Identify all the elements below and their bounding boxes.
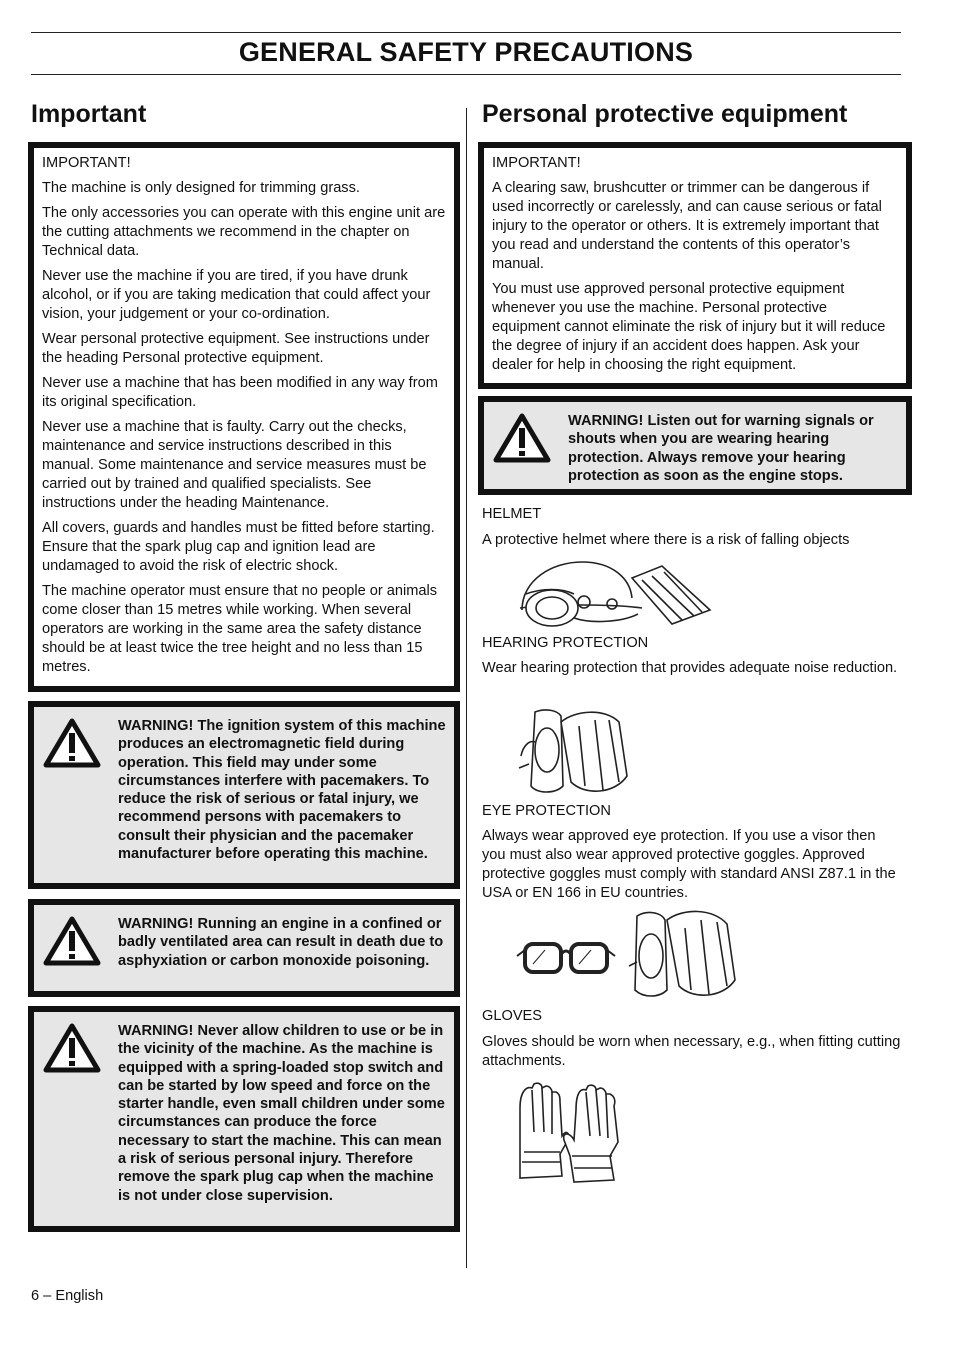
warning-text: WARNING! Never allow children to use or be in the vicinity of the machine. As the machine is equipped with a spring-loaded stop switch and can be started by low speed and force on the starter handle, even small children under some circumstances can produce the force necessary to start the machine. This can mean a risk of serious personal injury. Therefore remove the spark plug cap when the machine is not under close supervision. <box>118 1023 445 1204</box>
visor-icon <box>627 906 739 1002</box>
important-paragraph: Never use a machine that has been modified in any way from its original specification. <box>42 375 438 410</box>
important-label: IMPORTANT! <box>492 155 581 171</box>
important-paragraph: A clearing saw, brushcutter or trimmer can be dangerous if used incorrectly or carelessly, and can cause serious or fatal injury to the operator or others. It is extremely important that you read and understand the contents of this operator’s manual. <box>492 180 882 272</box>
hearing-protection-text: Wear hearing protection that provides adequate noise reduction. <box>482 660 898 676</box>
section-heading-ppe: Personal protective equipment <box>482 100 848 128</box>
column-divider <box>466 108 467 1268</box>
eye-protection-label: EYE PROTECTION <box>482 803 611 819</box>
gloves-icon <box>514 1082 624 1186</box>
warning-box-children <box>28 1006 460 1232</box>
important-paragraph: The machine operator must ensure that no people or animals come closer than 15 metres while working. When several operators are working in the same area the safety distance should be at least twice the tree height and no less than 15 metres. <box>42 583 438 675</box>
hearing-protection-icon <box>515 706 631 798</box>
important-paragraph: The only accessories you can operate with this engine unit are the cutting attachments we recommend in the chapter on Technical data. <box>42 205 446 259</box>
helmet-label: HELMET <box>482 506 542 522</box>
important-paragraph: Never use the machine if you are tired, if you have drunk alcohol, or if you are taking medication that could affect your vision, your judgement or your co-ordination. <box>42 268 431 322</box>
important-box <box>28 142 460 692</box>
warning-box-pacemaker <box>28 701 460 889</box>
warning-text: WARNING! The ignition system of this machine produces an electromagnetic field during operation. This field may under some circumstances interfere with pacemakers. To reduce the risk of serious or fatal injury, we recommend persons with pacemakers to consult their physician and the pacemaker manufacturer before operating this machine. <box>118 718 446 863</box>
important-paragraph: The machine is only designed for trimming grass. <box>42 180 360 196</box>
warning-triangle-icon <box>492 412 552 464</box>
important-paragraph: Wear personal protective equipment. See instructions under the heading Personal protective equipment. <box>42 331 430 366</box>
important-paragraph: All covers, guards and handles must be fitted before starting. Ensure that the spark plug cap and ignition lead are undamaged to avoid the risk of electric shock. <box>42 520 435 574</box>
gloves-text: Gloves should be worn when necessary, e.g., when fitting cutting attachments. <box>482 1034 901 1069</box>
warning-triangle-icon <box>42 915 102 967</box>
page-title: GENERAL SAFETY PRECAUTIONS <box>238 37 694 67</box>
warning-triangle-icon <box>42 1022 102 1074</box>
section-heading-important: Important <box>31 100 147 128</box>
important-paragraph: Never use a machine that is faulty. Carry out the checks, maintenance and service instructions described in this manual. Some maintenance and service measures must be carried out by trained and qualified specialists. See instructions under the heading Maintenance. <box>42 419 427 511</box>
helmet-icon <box>512 558 714 632</box>
top-rule <box>31 32 901 33</box>
warning-box-ventilation <box>28 899 460 997</box>
ppe-important-box <box>478 142 912 389</box>
gloves-label: GLOVES <box>482 1008 543 1024</box>
eye-protection-text: Always wear approved eye protection. If you use a visor then you must also wear approved protective goggles. Approved protective goggles must comply with standard ANSI Z87.1 in the USA or EN 166 in EU countries. <box>482 828 896 901</box>
title-underline <box>31 74 901 75</box>
page-footer: 6 – English <box>31 1288 104 1304</box>
important-paragraph: You must use approved personal protective equipment whenever you use the machine. Personal protective equipment cannot eliminate the risk of injury but it will reduce the degree of injury if an accident does happen. Ask your dealer for help in choosing the right equipment. <box>492 281 886 373</box>
goggles-icon <box>515 938 617 976</box>
warning-text: WARNING! Listen out for warning signals or shouts when you are wearing hearing protection. Always remove your hearing protection as soon as the engine stops. <box>568 413 874 484</box>
warning-box-hearing <box>478 396 912 495</box>
helmet-text: A protective helmet where there is a risk of falling objects <box>482 532 850 548</box>
warning-text: WARNING! Running an engine in a confined or badly ventilated area can result in death due to asphyxiation or carbon monoxide poisoning. <box>118 916 444 969</box>
important-label: IMPORTANT! <box>42 155 131 171</box>
hearing-protection-label: HEARING PROTECTION <box>482 635 649 651</box>
warning-triangle-icon <box>42 717 102 769</box>
